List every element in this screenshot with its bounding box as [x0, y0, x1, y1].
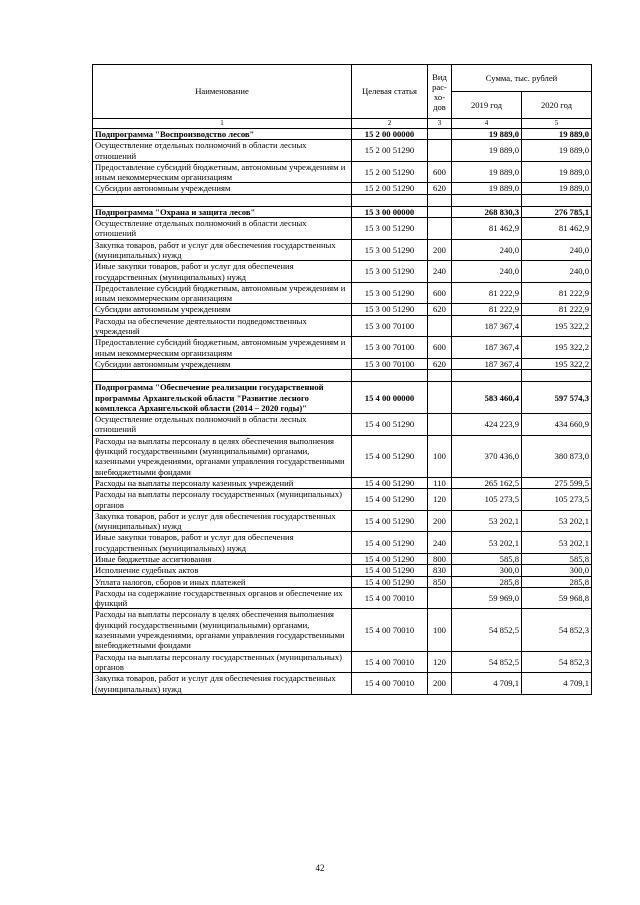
- table-row: [93, 510, 592, 532]
- table-row: [93, 673, 592, 695]
- row-target-code: 15 4 00 00000: [352, 382, 428, 414]
- table-row: [93, 435, 592, 477]
- row-expense-type: [428, 218, 452, 240]
- table-body: [93, 129, 592, 695]
- table-header-row-1: [93, 65, 592, 92]
- row-amount-2019: 585,8: [452, 553, 522, 564]
- row-name: Подпрограмма "Воспроизводство лесов": [93, 129, 352, 140]
- row-amount-2020: 54 852,3: [522, 609, 592, 651]
- table-row: [93, 358, 592, 369]
- row-amount-2019: 81 462,9: [452, 218, 522, 240]
- header-year-2019: 2019 год: [452, 92, 522, 119]
- table-row: [93, 414, 592, 436]
- row-amount-2020: 195 322,2: [522, 315, 592, 337]
- row-expense-type: 240: [428, 532, 452, 554]
- table-row: [93, 337, 592, 359]
- row-expense-type: 100: [428, 435, 452, 477]
- row-amount-2019: 105 273,5: [452, 489, 522, 511]
- table-row: [93, 553, 592, 564]
- row-amount-2019: 19 889,0: [452, 161, 522, 183]
- row-amount-2019: 300,0: [452, 565, 522, 576]
- spacer-cell: [522, 194, 592, 206]
- row-amount-2020: 81 222,9: [522, 304, 592, 315]
- row-amount-2019: 187 367,4: [452, 315, 522, 337]
- table-row: [93, 304, 592, 315]
- table-row: [93, 161, 592, 183]
- table-row: [93, 218, 592, 240]
- row-amount-2020: 276 785,1: [522, 206, 592, 217]
- row-expense-type: 620: [428, 358, 452, 369]
- row-amount-2019: 265 162,5: [452, 477, 522, 488]
- row-expense-type: [428, 414, 452, 436]
- row-amount-2020: 59 968,8: [522, 587, 592, 609]
- spacer-cell: [428, 194, 452, 206]
- row-name: Расходы на выплаты персоналу государственных (муниципальных) органов: [93, 489, 352, 511]
- row-name: Закупка товаров, работ и услуг для обеспечения государственных (муниципальных) нужд: [93, 673, 352, 695]
- row-name: Расходы на выплаты персоналу в целях обеспечения выполнения функций государственными (муниципальными) органами, казенными учреждениями, органами управления государственными внебюджетными фондами: [93, 609, 352, 651]
- row-name: Закупка товаров, работ и услуг для обеспечения государственных (муниципальных) нужд: [93, 510, 352, 532]
- table-row: [93, 239, 592, 261]
- row-amount-2019: 19 889,0: [452, 129, 522, 140]
- row-expense-type: [428, 129, 452, 140]
- row-amount-2020: 4 709,1: [522, 673, 592, 695]
- budget-table: [92, 64, 592, 695]
- spacer-cell: [452, 194, 522, 206]
- row-amount-2020: 19 889,0: [522, 161, 592, 183]
- row-amount-2019: 285,8: [452, 576, 522, 587]
- row-expense-type: [428, 315, 452, 337]
- row-target-code: 15 4 00 51290: [352, 435, 428, 477]
- row-name: Предоставление субсидий бюджетным, автономным учреждениям и иным некоммерческим организациям: [93, 282, 352, 304]
- table-row: [93, 532, 592, 554]
- row-amount-2019: 4 709,1: [452, 673, 522, 695]
- row-amount-2019: 583 460,4: [452, 382, 522, 414]
- row-amount-2020: 81 222,9: [522, 282, 592, 304]
- row-name: Осуществление отдельных полномочий в области лесных отношений: [93, 414, 352, 436]
- row-amount-2020: 19 889,0: [522, 183, 592, 194]
- row-name: Осуществление отдельных полномочий в области лесных отношений: [93, 218, 352, 240]
- spacer-cell: [452, 370, 522, 382]
- row-target-code: 15 3 00 70100: [352, 358, 428, 369]
- header-name: Наименование: [93, 65, 352, 119]
- header-vid-line: Вид: [432, 71, 447, 82]
- row-target-code: 15 2 00 51290: [352, 183, 428, 194]
- row-target-code: 15 4 00 51290: [352, 477, 428, 488]
- table-row: [93, 282, 592, 304]
- row-amount-2019: 54 852,5: [452, 609, 522, 651]
- row-target-code: 15 4 00 51290: [352, 510, 428, 532]
- row-target-code: 15 4 00 51290: [352, 414, 428, 436]
- row-target-code: 15 4 00 70010: [352, 651, 428, 673]
- row-amount-2020: 105 273,5: [522, 489, 592, 511]
- row-target-code: 15 3 00 51290: [352, 304, 428, 315]
- page-number: 42: [315, 863, 325, 873]
- row-amount-2019: 54 852,5: [452, 651, 522, 673]
- row-amount-2020: 195 322,2: [522, 337, 592, 359]
- spacer-row: [93, 370, 592, 382]
- row-target-code: 15 3 00 51290: [352, 282, 428, 304]
- row-amount-2020: 434 660,9: [522, 414, 592, 436]
- row-expense-type: 200: [428, 239, 452, 261]
- row-target-code: 15 3 00 70100: [352, 315, 428, 337]
- row-amount-2020: 53 202,1: [522, 510, 592, 532]
- row-amount-2020: 380 873,0: [522, 435, 592, 477]
- row-target-code: 15 2 00 00000: [352, 129, 428, 140]
- spacer-cell: [352, 194, 428, 206]
- row-expense-type: 830: [428, 565, 452, 576]
- row-name: Субсидии автономным учреждениям: [93, 304, 352, 315]
- row-expense-type: 600: [428, 161, 452, 183]
- row-amount-2019: 19 889,0: [452, 140, 522, 162]
- row-name: Подпрограмма "Обеспечение реализации государственной программы Архангельской области "Развитие лесного комплекса Архангельской области (2014 – 2020 годы)": [93, 382, 352, 414]
- row-expense-type: 100: [428, 609, 452, 651]
- row-name: Субсидии автономным учреждениям: [93, 358, 352, 369]
- row-amount-2020: 195 322,2: [522, 358, 592, 369]
- column-index-row: [93, 119, 592, 129]
- header-sum: Сумма, тыс. рублей: [452, 65, 592, 92]
- row-expense-type: 120: [428, 651, 452, 673]
- row-amount-2019: 424 223,9: [452, 414, 522, 436]
- row-target-code: 15 4 00 70010: [352, 609, 428, 651]
- header-target: Целевая статья: [352, 65, 428, 119]
- row-expense-type: 240: [428, 261, 452, 283]
- row-amount-2019: 240,0: [452, 261, 522, 283]
- spacer-cell: [522, 370, 592, 382]
- row-name: Расходы на обеспечение деятельности подведомственных учреждений: [93, 315, 352, 337]
- header-vid: [428, 65, 452, 119]
- row-target-code: 15 4 00 51290: [352, 553, 428, 564]
- row-amount-2020: 585,8: [522, 553, 592, 564]
- table-row: [93, 140, 592, 162]
- row-amount-2020: 81 462,9: [522, 218, 592, 240]
- row-target-code: 15 3 00 70100: [352, 337, 428, 359]
- row-amount-2019: 187 367,4: [452, 337, 522, 359]
- row-expense-type: [428, 587, 452, 609]
- row-name: Расходы на выплаты персоналу государственных (муниципальных) органов: [93, 651, 352, 673]
- row-name: Иные закупки товаров, работ и услуг для обеспечения государственных (муниципальных) нужд: [93, 532, 352, 554]
- row-name: Предоставление субсидий бюджетным, автономным учреждениям и иным некоммерческим организациям: [93, 161, 352, 183]
- row-amount-2020: 275 599,5: [522, 477, 592, 488]
- row-amount-2019: 187 367,4: [452, 358, 522, 369]
- row-expense-type: 200: [428, 510, 452, 532]
- row-expense-type: 620: [428, 304, 452, 315]
- row-amount-2020: 54 852,3: [522, 651, 592, 673]
- column-index: 2: [352, 119, 428, 129]
- row-target-code: 15 3 00 00000: [352, 206, 428, 217]
- column-index: 3: [428, 119, 452, 129]
- row-target-code: 15 4 00 51290: [352, 489, 428, 511]
- row-target-code: 15 4 00 51290: [352, 576, 428, 587]
- table-row: [93, 477, 592, 488]
- table-row: [93, 261, 592, 283]
- table-row: [93, 587, 592, 609]
- row-amount-2020: 285,8: [522, 576, 592, 587]
- column-index: 5: [522, 119, 592, 129]
- row-amount-2019: 370 436,0: [452, 435, 522, 477]
- row-target-code: 15 3 00 51290: [352, 261, 428, 283]
- row-expense-type: 850: [428, 576, 452, 587]
- header-vid-line: рас-: [432, 81, 447, 92]
- row-target-code: 15 3 00 51290: [352, 218, 428, 240]
- table-row: [93, 489, 592, 511]
- row-expense-type: 200: [428, 673, 452, 695]
- document-page: [92, 64, 591, 695]
- header-vid-line: дов: [433, 101, 446, 112]
- row-amount-2020: 597 574,3: [522, 382, 592, 414]
- spacer-cell: [352, 370, 428, 382]
- spacer-cell: [428, 370, 452, 382]
- row-target-code: 15 4 00 51290: [352, 532, 428, 554]
- row-name: Предоставление субсидий бюджетным, автономным учреждениям и иным некоммерческим организациям: [93, 337, 352, 359]
- spacer-row: [93, 194, 592, 206]
- row-expense-type: 600: [428, 282, 452, 304]
- table-row: [93, 651, 592, 673]
- row-name: Исполнение судебных актов: [93, 565, 352, 576]
- spacer-cell: [93, 194, 352, 206]
- row-name: Субсидии автономным учреждениям: [93, 183, 352, 194]
- row-target-code: 15 4 00 70010: [352, 587, 428, 609]
- row-amount-2019: 268 830,3: [452, 206, 522, 217]
- row-name: Иные бюджетные ассигнования: [93, 553, 352, 564]
- row-target-code: 15 3 00 51290: [352, 239, 428, 261]
- row-amount-2019: 240,0: [452, 239, 522, 261]
- row-expense-type: [428, 206, 452, 217]
- row-target-code: 15 4 00 70010: [352, 673, 428, 695]
- column-index: 1: [93, 119, 352, 129]
- row-name: Расходы на выплаты персоналу казенных учреждений: [93, 477, 352, 488]
- row-amount-2020: 240,0: [522, 239, 592, 261]
- row-name: Расходы на содержание государственных органов и обеспечение их функций: [93, 587, 352, 609]
- subprogram-row: [93, 382, 592, 414]
- table-row: [93, 565, 592, 576]
- subprogram-row: [93, 129, 592, 140]
- header-year-2020: 2020 год: [522, 92, 592, 119]
- row-expense-type: 800: [428, 553, 452, 564]
- row-target-code: 15 2 00 51290: [352, 140, 428, 162]
- row-amount-2019: 53 202,1: [452, 532, 522, 554]
- table-row: [93, 315, 592, 337]
- row-amount-2019: 81 222,9: [452, 304, 522, 315]
- column-index: 4: [452, 119, 522, 129]
- row-amount-2019: 59 969,0: [452, 587, 522, 609]
- row-amount-2020: 19 889,0: [522, 140, 592, 162]
- row-target-code: 15 2 00 51290: [352, 161, 428, 183]
- row-expense-type: [428, 382, 452, 414]
- row-amount-2020: 19 889,0: [522, 129, 592, 140]
- row-amount-2020: 240,0: [522, 261, 592, 283]
- row-amount-2020: 53 202,1: [522, 532, 592, 554]
- row-name: Иные закупки товаров, работ и услуг для обеспечения государственных (муниципальных) нужд: [93, 261, 352, 283]
- row-amount-2019: 19 889,0: [452, 183, 522, 194]
- row-name: Осуществление отдельных полномочий в области лесных отношений: [93, 140, 352, 162]
- spacer-cell: [93, 370, 352, 382]
- row-name: Уплата налогов, сборов и иных платежей: [93, 576, 352, 587]
- row-amount-2019: 81 222,9: [452, 282, 522, 304]
- row-name: Расходы на выплаты персоналу в целях обеспечения выполнения функций государственными (муниципальными) органами, казенными учреждениями, органами управления государственными внебюджетными фондами: [93, 435, 352, 477]
- row-expense-type: 600: [428, 337, 452, 359]
- table-row: [93, 609, 592, 651]
- table-row: [93, 576, 592, 587]
- row-amount-2020: 300,0: [522, 565, 592, 576]
- row-expense-type: [428, 140, 452, 162]
- row-target-code: 15 4 00 51290: [352, 565, 428, 576]
- row-name: Подпрограмма "Охрана и защита лесов": [93, 206, 352, 217]
- table-row: [93, 183, 592, 194]
- subprogram-row: [93, 206, 592, 217]
- row-expense-type: 120: [428, 489, 452, 511]
- row-expense-type: 110: [428, 477, 452, 488]
- row-amount-2019: 53 202,1: [452, 510, 522, 532]
- row-name: Закупка товаров, работ и услуг для обеспечения государственных (муниципальных) нужд: [93, 239, 352, 261]
- row-expense-type: 620: [428, 183, 452, 194]
- header-vid-line: хо-: [433, 91, 446, 102]
